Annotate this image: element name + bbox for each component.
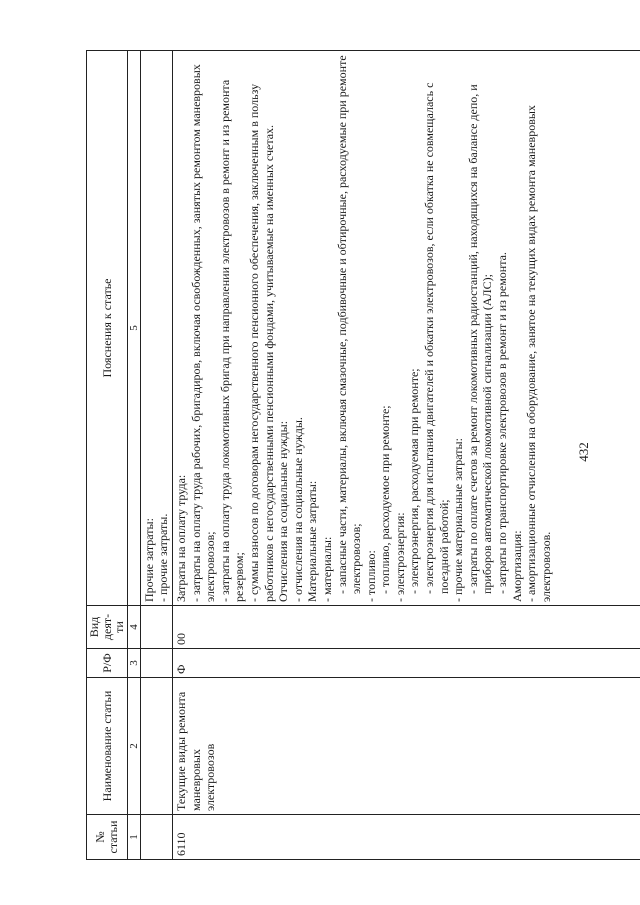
rotated-table-wrapper <box>86 50 640 860</box>
column-number: 3 <box>127 649 140 678</box>
note-line: Материальные затраты: <box>305 480 320 602</box>
item-activity: 00 <box>172 606 640 649</box>
column-number: 1 <box>127 815 140 860</box>
note-line: - затраты на оплату труда рабочих, бригадиров, включая освобожденных, занятых ремонтом маневровых электровозов; <box>188 64 218 602</box>
prev-activity <box>140 606 172 649</box>
note-line: Затраты на оплату труда: <box>173 474 188 602</box>
note-line: Амортизация: <box>509 530 524 602</box>
note-line: - топливо: <box>363 550 378 602</box>
note-line: - затраты по транспортировке электровозов в ремонт и из ремонта. <box>495 252 510 594</box>
prev-item-number <box>140 815 172 860</box>
note-line: Отчисления на социальные нужды: <box>276 420 291 602</box>
note-line: Прочие затраты: <box>141 518 156 602</box>
prev-notes <box>140 51 172 606</box>
note-line: - прочие затраты. <box>156 513 171 602</box>
table-row <box>172 51 640 860</box>
note-line: - электроэнергия, расходуемая при ремонте; <box>407 368 422 594</box>
item-name: Текущие виды ремонта маневровых электровозов <box>172 678 640 815</box>
column-number: 2 <box>127 678 140 815</box>
prev-item-name <box>140 678 172 815</box>
header-notes: Пояснения к статье <box>87 51 128 606</box>
page-number: 432 <box>576 442 591 462</box>
note-line: - электроэнергия для испытания двигателей и обкатки электровозов, если обкатка не совмещалась с поездной работой; <box>422 82 451 594</box>
item-rf: Ф <box>172 649 640 678</box>
note-line: - затраты на оплату труда локомотивных бригад при направлении электровозов в ремонт и из ремонта резервом; <box>217 79 247 602</box>
note-line: - отчисления на социальные нужды. <box>290 417 305 602</box>
note-line: - электроэнергия: <box>392 512 407 602</box>
previous-row <box>140 51 172 860</box>
header-row <box>87 51 128 860</box>
note-line: - материалы: <box>319 536 334 602</box>
note-line: - топливо, расходуемое при ремонте; <box>378 405 393 594</box>
prev-rf <box>140 649 172 678</box>
cost-items-table <box>86 50 640 860</box>
header-activity: Вид деят-ти <box>87 606 128 649</box>
column-number: 4 <box>127 606 140 649</box>
header-rf: Р/Ф <box>87 649 128 678</box>
column-number-row <box>127 51 140 860</box>
item-number: 6110 <box>172 815 640 860</box>
note-line: - прочие материальные затраты: <box>451 438 466 602</box>
header-item-number: № статьи <box>87 815 128 860</box>
header-item-name: Наименование статьи <box>87 678 128 815</box>
note-line: - запасные части, материалы, включая смазочные, подбивочные и обтирочные, расходуемые при ремонте электровозов; <box>334 55 364 594</box>
note-line: - амортизационные отчисления на оборудование, занятое на текущих видах ремонта маневровых электровозов. <box>524 105 553 602</box>
note-line: - суммы взносов по договорам негосударственного пенсионного обеспечения, заключенным в пользу работников с негосударственными пенсионными фондами, учитываемые на именных счетах. <box>246 83 276 602</box>
note-line: - затраты по оплате счетов за ремонт локомотивных радиостанций, находящихся на балансе депо, и приборов автоматической локомотивной сигнализации (АЛС); <box>465 84 495 594</box>
item-notes <box>172 51 640 606</box>
column-number: 5 <box>127 51 140 606</box>
